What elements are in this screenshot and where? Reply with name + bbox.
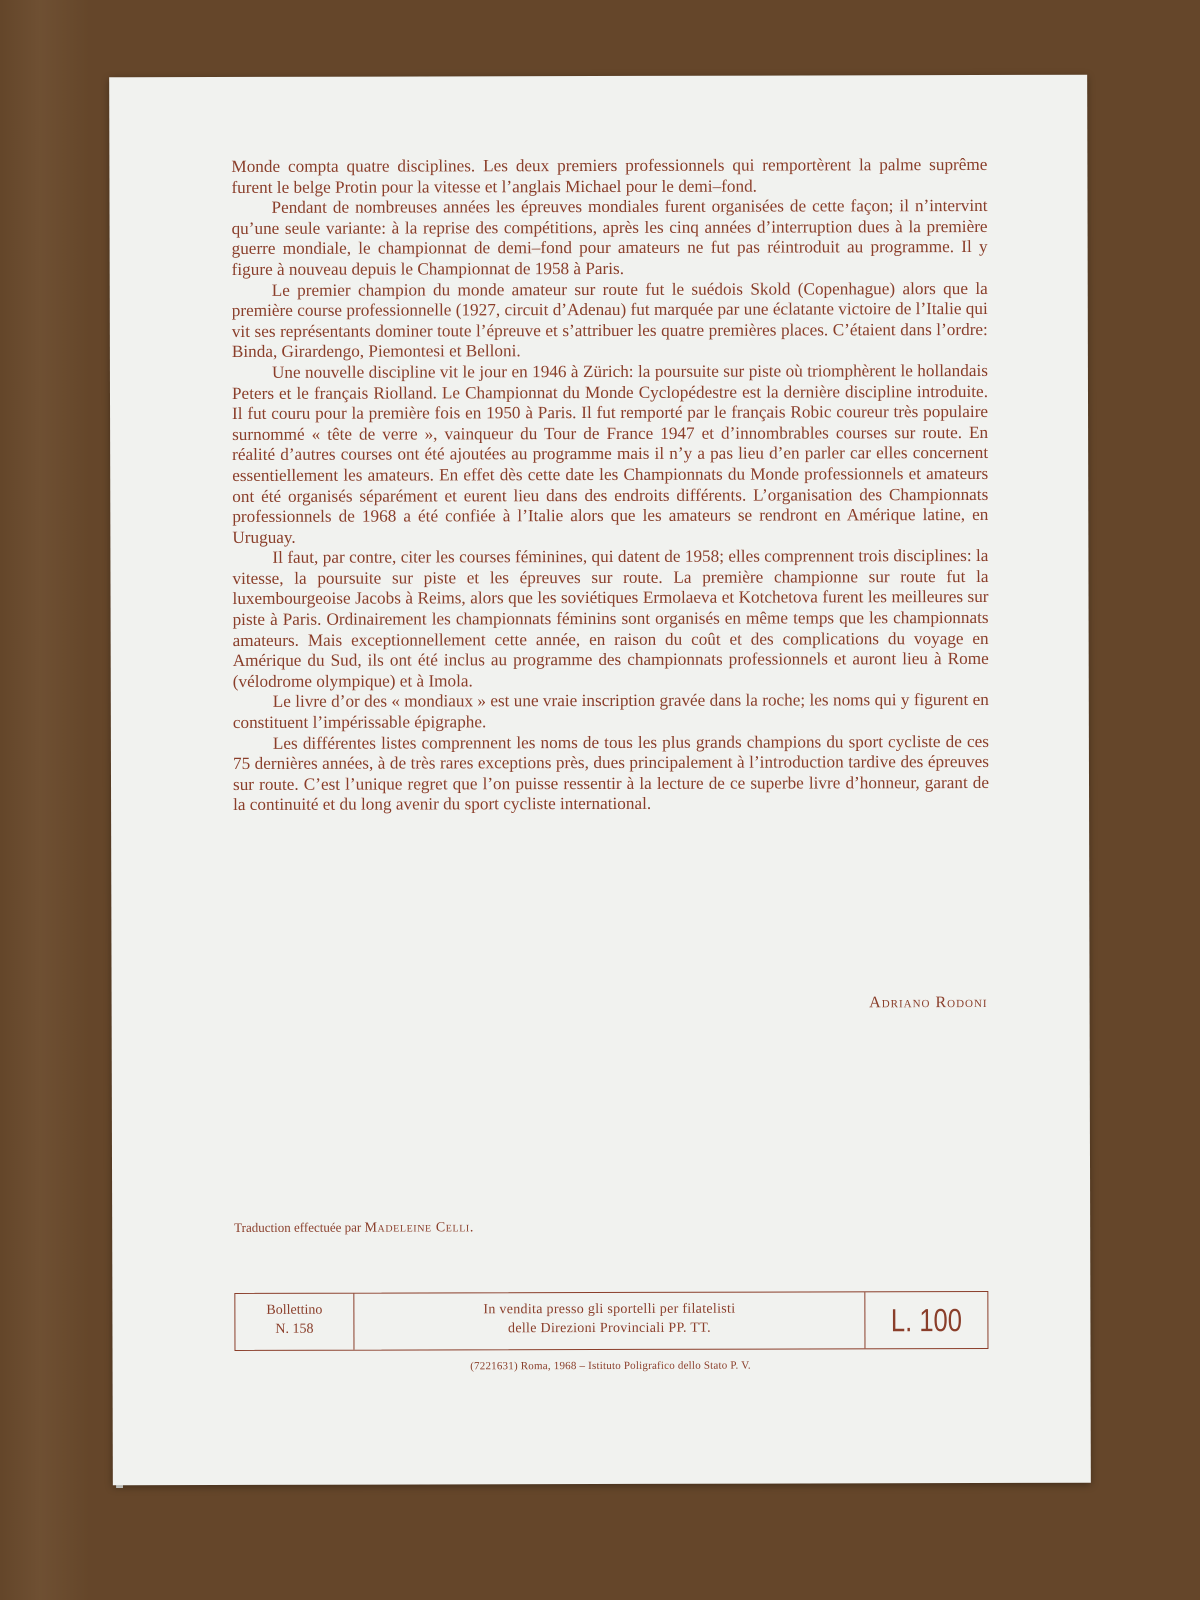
translator-name: Madeleine Celli.	[364, 1220, 474, 1236]
bulletin-number-cell	[235, 1294, 354, 1350]
paragraph-7: Les différentes listes comprennent les noms de tous les plus grands champions du sport cycliste de ces 75 dernières années, à de très rares exceptions près, dues principalement à l’introduction tardive des épreuves sur route. C’est l’unique regret que l’on puisse ressentir à la lecture de ce superbe livre d’honneur, garant de la continuité et du long avenir du sport cycliste international.	[232, 731, 990, 815]
translation-credit	[234, 1219, 474, 1237]
paragraph-3: Le premier champion du monde amateur sur route fut le suédois Skold (Copenhague) alors que la première course professionnelle (1927, circuit d’Adenau) fut marquée par une éclatante victoire de l’Italie qui vit ses représentants dominer toute l’épreuve et s’attribuer les quatre premières places. C’étaient dans l’ordre: Binda, Girardengo, Piemontesi et Belloni.	[231, 278, 988, 362]
bulletin-info-box	[234, 1291, 988, 1351]
document-page	[109, 75, 1091, 1486]
author-signature: Adriano Rodoni	[869, 993, 988, 1012]
paragraph-4: Une nouvelle discipline vit le jour en 1946 à Zürich: la poursuite sur piste où triomphèrent le hollandais Peters et le français Riolland. Le Championnat du Monde Cyclopédestre est la dernière discipline introduite. Il fut couru pour la première fois en 1950 à Paris. Il fut remporté par le français Robic coureur très populaire surnommé « tête de verre », vainqueur du Tour de France 1947 et d’innombrables courses sur route. En réalité d’autres courses ont été ajoutées au programme mais il n’y a pas lieu d’en parler car elles concernent essentiellement les amateurs. En effet dès cette date les Championnats du Monde professionnels et amateurs ont été organisés séparément et eurent lieu dans des endroits différents. L’organisation des Championnats professionnels de 1968 a été confiée à l’Italie alors que les amateurs se rendront en Amérique latine, en Uruguay.	[231, 360, 989, 547]
sale-info-line-1: In vendita presso gli sportelli per filatelisti	[483, 1301, 736, 1318]
printer-imprint: (7221631) Roma, 1968 – Istituto Poligrafico dello Stato P. V.	[470, 1359, 751, 1373]
bulletin-number: N. 158	[275, 1321, 314, 1337]
paragraph-5: Il faut, par contre, citer les courses féminines, qui datent de 1958; elles comprennent trois disciplines: la vitesse, la poursuite sur piste et les épreuves sur route. La première championne sur route fut la luxembourgeoise Jacobs à Reims, alors que les soviétiques Ermolaeva et Kotchetova furent les meilleures sur piste à Paris. Ordinairement les championnats féminins sont organisés en même temps que les championnats amateurs. Mais exceptionnellement cette année, en raison du coût et des complications du voyage en Amérique du Sud, ils ont été inclus au programme des championnats professionnels et auront lieu à Rome (vélodrome olympique) et à Imola.	[232, 546, 989, 691]
sale-info-line-2: delle Direzioni Provinciali PP. TT.	[507, 1320, 711, 1337]
paragraph-2: Pendant de nombreuses années les épreuves mondiales furent organisées de cette façon; il n’intervint qu’une seule variante: à la reprise des compétitions, après les cinq années d’interruption dues à la première guerre mondiale, le championnat de demi–fond pour amateurs ne fut pas réintroduit au programme. Il y figure à nouveau depuis le Championnat de 1958 à Paris.	[231, 196, 988, 279]
bulletin-label: Bollettino	[266, 1302, 323, 1318]
body-text	[231, 155, 989, 816]
price-cell: L. 100	[890, 1302, 963, 1339]
sale-info-cell	[354, 1292, 865, 1349]
paragraph-1: Monde compta quatre disciplines. Les deux premiers professionnels qui remportèrent la palme suprême furent le belge Protin pour la vitesse et l’anglais Michael pour le demi–fond.	[231, 154, 988, 197]
translation-prefix: Traduction effectuée par	[234, 1219, 365, 1235]
paragraph-6: Le livre d’or des « mondiaux » est une vraie inscription gravée dans la roche; les noms qui y figurent en constituent l’impérissable épigraphe.	[232, 690, 989, 732]
